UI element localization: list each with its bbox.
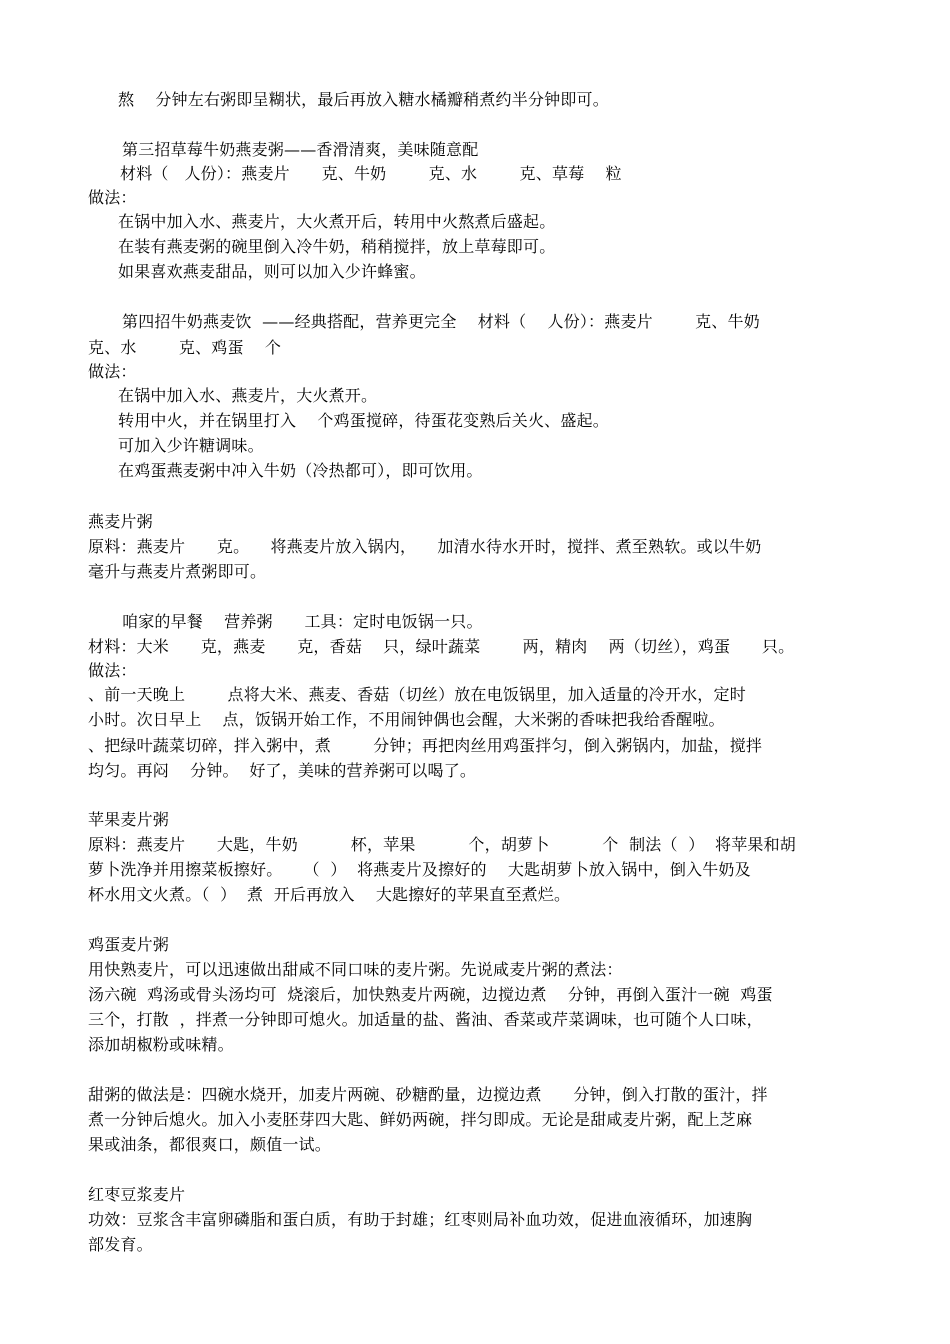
text-line: 杯水用文火煮。（ ） 煮 开后再放入 大匙擦好的苹果直至煮烂。 (88, 885, 571, 904)
text-line: 原料：燕麦片 克。 将燕麦片放入锅内， 加清水待水开时，搅拌、煮至熟软。或以牛奶 (88, 537, 762, 556)
materials-line: 材料：大米 克，燕麦 克，香菇 只，绿叶蔬菜 两，精肉 两（切丝），鸡蛋 只。 (88, 637, 795, 656)
step-line: 如果喜欢燕麦甜品，则可以加入少许蜂蜜。 (118, 262, 426, 281)
method-label: 做法： (88, 362, 137, 381)
text-line: 克、水 克、鸡蛋 个 (88, 338, 282, 357)
text-line: 毫升与燕麦片煮粥即可。 (88, 562, 267, 581)
text-line: 萝卜洗净并用擦菜板擦好。 （ ） 将燕麦片及擦好的 大匙胡萝卜放入锅中，倒入牛奶及 (88, 860, 751, 879)
text-line: 甜粥的做法是：四碗水烧开，加麦片两碗、砂糖酌量，边搅边煮 分钟，倒入打散的蛋汁，拌 (88, 1085, 768, 1104)
step-line: 在锅中加入水、燕麦片，大火煮开后，转用中火熬煮后盛起。 (118, 212, 556, 231)
step-line: 在锅中加入水、燕麦片，大火煮开。 (118, 386, 378, 405)
text-line: 小时。次日早上 点，饭锅开始工作，不用闹钟偶也会醒，大米粥的香味把我给香醒啦。 (88, 710, 725, 729)
text-line: 、把绿叶蔬菜切碎，拌入粥中，煮 分钟；再把肉丝用鸡蛋拌匀，倒入粥锅内，加盐，搅拌 (88, 736, 763, 755)
section-title: 红枣豆浆麦片 (88, 1185, 186, 1204)
step-line: 在装有燕麦粥的碗里倒入冷牛奶，稍稍搅拌，放上草莓即可。 (118, 237, 556, 256)
text-line: 原料：燕麦片 大匙，牛奶 杯，苹果 个，胡萝卜 个 制法（ ） 将苹果和胡 (88, 835, 797, 854)
section-title: 咱家的早餐 营养粥 工具：定时电饭锅一只。 (122, 612, 483, 631)
text-line: 均匀。再闷 分钟。 好了，美味的营养粥可以喝了。 (88, 761, 477, 780)
text-line: 功效：豆浆含丰富卵磷脂和蛋白质，有助于封雄；红枣则局补血功效，促进血液循环，加速胸 (88, 1210, 753, 1229)
text-line: 汤六碗 鸡汤或骨头汤均可 烧滚后，加快熟麦片两碗，边搅边煮 分钟，再倒入蛋汁一碗 鸡蛋 (88, 985, 773, 1004)
step-line: 在鸡蛋燕麦粥中冲入牛奶（冷热都可），即可饮用。 (118, 461, 483, 480)
method-label: 做法： (88, 661, 137, 680)
step-line: 转用中火，并在锅里打入 个鸡蛋搅碎，待蛋花变熟后关火、盛起。 (118, 411, 609, 430)
section-title: 第四招牛奶燕麦饮 ——经典搭配，营养更完全 材料（ 人份）：燕麦片 克、牛奶 (122, 312, 760, 331)
text-line: 用快熟麦片，可以迅速做出甜咸不同口味的麦片粥。先说咸麦片粥的煮法： (88, 960, 623, 979)
text-line: 部发育。 (88, 1235, 153, 1254)
text-line: 三个，打散 ，拌煮一分钟即可熄火。加适量的盐、酱油、香菜或芹菜调味，也可随个人口味， (88, 1010, 763, 1029)
text-line: 、前一天晚上 点将大米、燕麦、香菇（切丝）放在电饭锅里，加入适量的冷开水，定时 (88, 685, 746, 704)
section-title: 燕麦片粥 (88, 512, 153, 531)
section-title: 第三招草莓牛奶燕麦粥——香滑清爽，美味随意配 (122, 140, 479, 159)
text-line: 熬 分钟左右粥即呈糊状，最后再放入糖水橘瓣稍煮约半分钟即可。 (118, 90, 609, 109)
section-title: 鸡蛋麦片粥 (88, 935, 170, 954)
materials-line: 材料（ 人份）：燕麦片 克、牛奶 克、水 克、草莓 粒 (120, 164, 622, 183)
text-line: 添加胡椒粉或味精。 (88, 1035, 234, 1054)
text-line: 果或油条，都很爽口，颇值一试。 (88, 1135, 332, 1154)
method-label: 做法： (88, 188, 137, 207)
text-line: 煮一分钟后熄火。加入小麦胚芽四大匙、鲜奶两碗，拌匀即成。无论是甜咸麦片粥，配上芝麻 (88, 1110, 753, 1129)
section-title: 苹果麦片粥 (88, 810, 170, 829)
step-line: 可加入少许糖调味。 (118, 436, 264, 455)
